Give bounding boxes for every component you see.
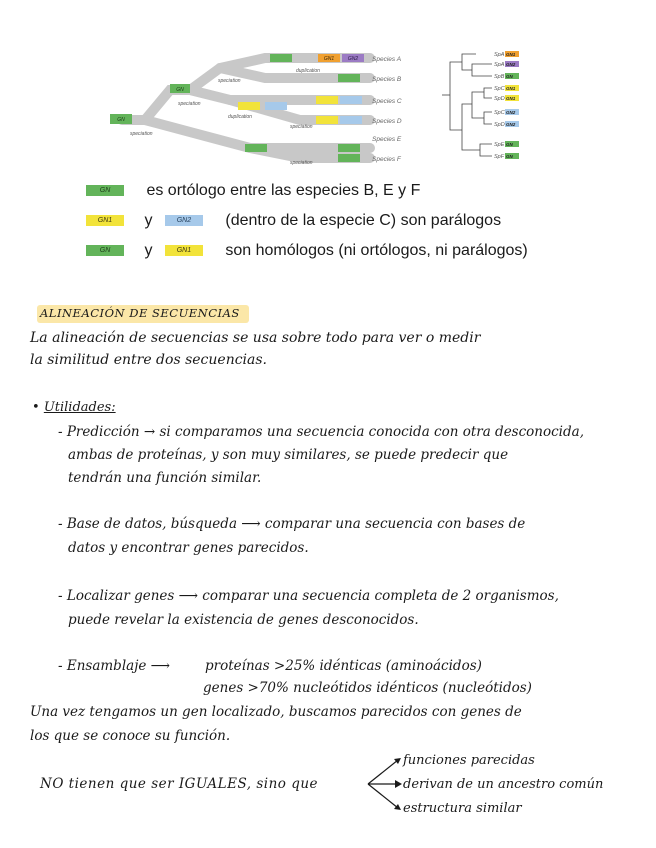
legend-row-homologs bbox=[86, 242, 528, 260]
svg-text:speciation: speciation bbox=[290, 124, 313, 130]
species-label: Species E bbox=[372, 136, 402, 143]
legend-text: son homólogos (ni ortólogos, ni parálogos) bbox=[225, 242, 528, 259]
cladogram-gene-label: GN2 bbox=[506, 122, 516, 127]
gene-box-d1 bbox=[316, 116, 338, 124]
gene-box-b bbox=[338, 74, 360, 82]
svg-text:GN: GN bbox=[117, 117, 125, 123]
gene-box-c1 bbox=[316, 96, 338, 104]
branch-arrows bbox=[364, 752, 408, 812]
gene-chip: GN2 bbox=[165, 215, 203, 226]
gene-chip: GN1 bbox=[86, 215, 124, 226]
branch-item-functions: funciones parecidas bbox=[403, 753, 535, 768]
bullet-utilidades: • Utilidades: bbox=[32, 400, 116, 415]
gene-tree-figure bbox=[100, 40, 540, 172]
gene-line-1: Una vez tengamos un gen localizado, buscamos parecidos con genes de bbox=[30, 704, 522, 720]
gene-box-e bbox=[338, 144, 360, 152]
legend-row-paralogs bbox=[86, 212, 501, 230]
cladogram bbox=[442, 54, 492, 156]
cladogram-gene-label: GN1 bbox=[506, 52, 516, 57]
branch-item-ancestor: derivan de un ancestro común bbox=[403, 777, 604, 792]
svg-text:speciation: speciation bbox=[178, 101, 201, 107]
cladogram-species-label: SpD bbox=[494, 122, 505, 128]
assembly-label: - Ensamblaje ⟶ bbox=[58, 658, 171, 674]
no-tienen-line: NO tienen que ser IGUALES, sino que bbox=[40, 776, 319, 792]
utilidades-label: Utilidades: bbox=[43, 400, 116, 415]
cladogram-species-label: SpC bbox=[494, 110, 505, 116]
species-label: Species B bbox=[372, 76, 402, 83]
gene-chip: GN bbox=[86, 245, 124, 256]
cladogram-species-label: SpD bbox=[494, 96, 505, 102]
prediction-line-2: ambas de proteínas, y son muy similares, se puede predecir que bbox=[68, 447, 509, 463]
prediction-line-1: - Predicción → si comparamos una secuencia conocida con otra desconocida, bbox=[58, 424, 584, 440]
legend-text: (dentro de la especie C) son parálogos bbox=[225, 212, 502, 229]
legend-connector: y bbox=[144, 212, 153, 229]
species-label: Species F bbox=[372, 156, 401, 163]
legend-row-orthologs bbox=[86, 182, 420, 200]
svg-text:speciation: speciation bbox=[290, 160, 313, 166]
cladogram-species-label: SpE bbox=[494, 142, 505, 148]
intro-line-1: La alineación de secuencias se usa sobre todo para ver o medir bbox=[30, 330, 481, 346]
cladogram-species-label: SpF bbox=[494, 154, 505, 160]
cladogram-gene-label: GN bbox=[506, 142, 513, 147]
svg-text:duplication: duplication bbox=[296, 68, 320, 74]
cladogram-gene-label: GN2 bbox=[506, 62, 516, 67]
svg-text:GN: GN bbox=[176, 87, 184, 93]
species-label: Species D bbox=[372, 118, 402, 125]
svg-text:speciation: speciation bbox=[218, 78, 241, 84]
gene-box-a-left bbox=[270, 54, 292, 62]
gene-box-dup-2 bbox=[265, 102, 287, 110]
gene-box-c2 bbox=[340, 96, 362, 104]
intro-line-2: la similitud entre dos secuencias. bbox=[30, 352, 268, 368]
locate-line-1: - Localizar genes ⟶ comparar una secuencia completa de 2 organismos, bbox=[58, 588, 559, 604]
gene-chip: GN bbox=[86, 185, 124, 196]
species-label: Species A bbox=[372, 56, 402, 63]
gene-chip: GN1 bbox=[165, 245, 203, 256]
legend-text: es ortólogo entre las especies B, E y F bbox=[146, 182, 421, 199]
cladogram-gene-label: GN2 bbox=[506, 110, 516, 115]
gene-box-ef bbox=[245, 144, 267, 152]
gene-line-2: los que se conoce su función. bbox=[30, 728, 231, 744]
gene-box-d2 bbox=[340, 116, 362, 124]
section-heading: ALINEACIÓN DE SECUENCIAS bbox=[40, 306, 240, 320]
cladogram-species-label: SpC bbox=[494, 86, 505, 92]
svg-text:GN2: GN2 bbox=[347, 56, 359, 62]
gene-box-f bbox=[338, 154, 360, 162]
svg-text:GN1: GN1 bbox=[323, 56, 335, 62]
database-line-2: datos y encontrar genes parecidos. bbox=[68, 540, 309, 556]
svg-text:speciation: speciation bbox=[130, 131, 153, 137]
cladogram-species-label: SpA bbox=[494, 52, 505, 58]
database-line-1: - Base de datos, búsqueda ⟶ comparar una secuencia con bases de bbox=[58, 516, 526, 532]
prediction-line-3: tendrán una función similar. bbox=[68, 470, 262, 486]
cladogram-gene-label: GN1 bbox=[506, 86, 516, 91]
locate-line-2: puede revelar la existencia de genes desconocidos. bbox=[68, 612, 419, 628]
assembly-genes: genes >70% nucleótidos idénticos (nucleótidos) bbox=[203, 680, 532, 696]
species-label: Species C bbox=[372, 98, 402, 105]
branch-item-structure: estructura similar bbox=[403, 801, 522, 816]
cladogram-species-label: SpB bbox=[494, 74, 505, 80]
cladogram-gene-label: GN bbox=[506, 74, 513, 79]
legend-connector: y bbox=[144, 242, 153, 259]
cladogram-gene-label: GN bbox=[506, 154, 513, 159]
cladogram-gene-label: GN1 bbox=[506, 96, 516, 101]
gene-box-dup-1 bbox=[238, 102, 260, 110]
assembly-proteins: proteínas >25% idénticas (aminoácidos) bbox=[205, 658, 482, 674]
svg-text:duplication: duplication bbox=[228, 114, 252, 120]
cladogram-species-label: SpA bbox=[494, 62, 505, 68]
